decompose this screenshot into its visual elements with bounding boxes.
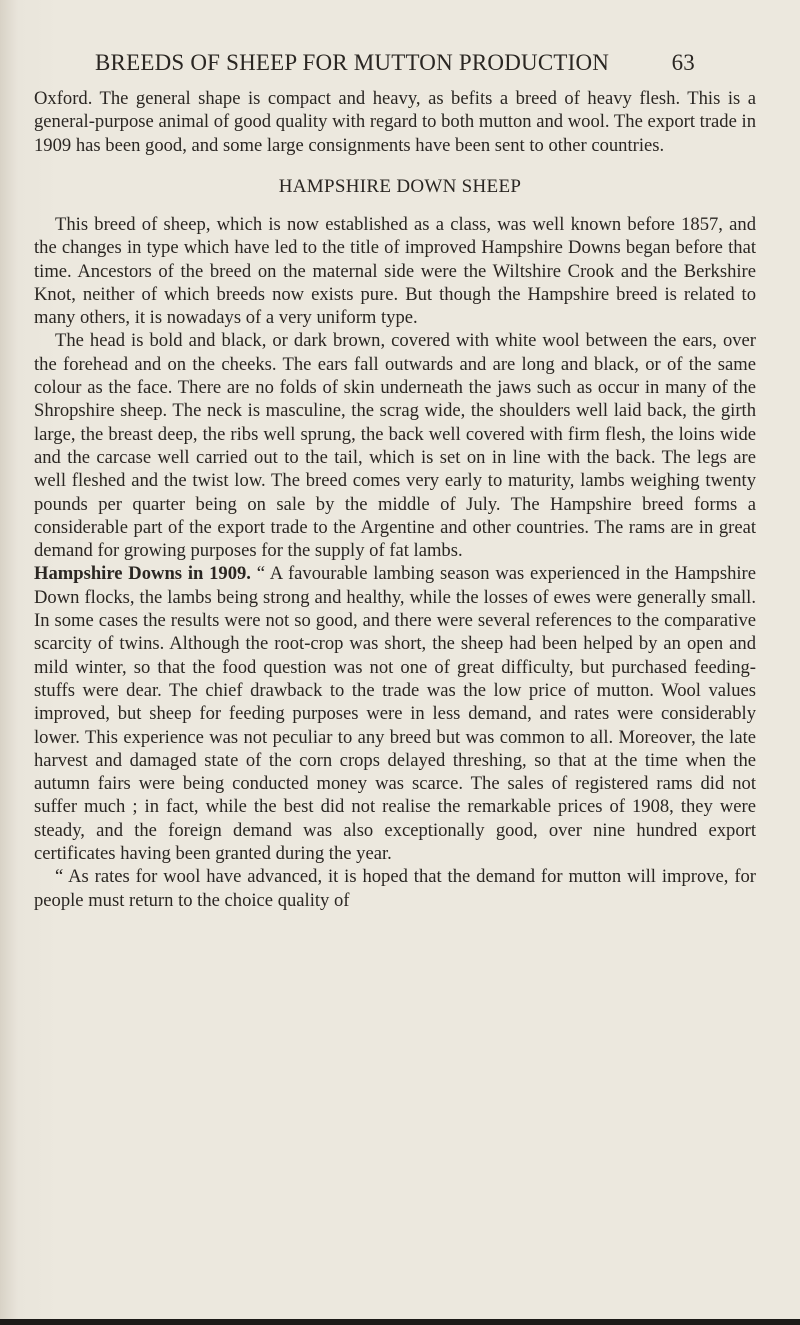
paragraph-1909-report-body: “ A favourable lambing season was experienced in the Hampshire Down flocks, the lambs being strong and healthy, while the losses of ewes were generally small. In some cases the results were not so good, and there were several references to the comparative scarcity of twins. Although the root-crop was short, the sheep had been helped by an open and mild winter, so that the food question was not one of great difficulty, but purchased feeding-stuffs were dear. The chief drawback to the trade was the low price of mutton. Wool values improved, but sheep for feeding purposes were in less demand, and rates were considerably lower. This experience was not peculiar to any breed but was common to all. Moreover, the late harvest and damaged state of the corn crops delayed threshing, so that at the time when the autumn fairs were being conducted money was scarce. The sales of registered rams did not suffer much ; in fact, while the best did not realise the remarkable prices of 1908, they were steady, and the foreign demand was also exceptionally good, over nine hundred export certificates having been granted during the year. (34, 563, 756, 865)
section-body (34, 213, 756, 912)
page-number: 63 (671, 50, 695, 75)
running-title: BREEDS OF SHEEP FOR MUTTON PRODUCTION (95, 50, 610, 75)
opening-text (34, 87, 756, 157)
opening-paragraph: Oxford. The general shape is compact and heavy, as befits a breed of heavy flesh. This is a general-purpose animal of good quality with regard to both mutton and wool. The export trade in 1909 has been good, and some large consignments have been sent to other countries. (34, 88, 756, 156)
paragraph-wool-rates: “ As rates for wool have advanced, it is hoped that the demand for mutton will improve, for people must return to the choice quality of (34, 866, 756, 911)
section-heading: HAMPSHIRE DOWN SHEEP (278, 176, 522, 197)
bottom-border (0, 1319, 800, 1325)
paragraph-lead-heading: Hampshire Downs in 1909. (34, 563, 251, 585)
paragraph-history: This breed of sheep, which is now established as a class, was well known before 1857, and the changes in type which have led to the title of improved Hampshire Downs began before that time. Ancestors of the breed on the maternal side were the Wiltshire Crook and the Berkshire Knot, neither of which breeds now exists pure. But though the Hampshire breed is related to many others, it is nowadays of a very uniform type. (34, 214, 756, 329)
paragraph-1909-report (34, 562, 756, 865)
running-header (95, 50, 695, 76)
paragraph-description: The head is bold and black, or dark brown, covered with white wool between the ears, over the forehead and on the cheeks. The ears fall outwards and are long and black, or of the same colour as the face. There are no folds of skin underneath the jaws such as occur in many of the Shropshire sheep. The neck is masculine, the scrag wide, the shoulders well laid back, the girth large, the breast deep, the ribs well sprung, the back well covered with firm flesh, the loins wide and the carcase well carried out to the tail, which is set on in line with the back. The legs are well fleshed and the twist low. The breed comes very early to maturity, lambs weighing twenty pounds per quarter being on sale by the middle of July. The Hampshire breed forms a considerable part of the export trade to the Argentine and other countries. The rams are in great demand for growing purposes for the supply of fat lambs. (34, 330, 756, 562)
